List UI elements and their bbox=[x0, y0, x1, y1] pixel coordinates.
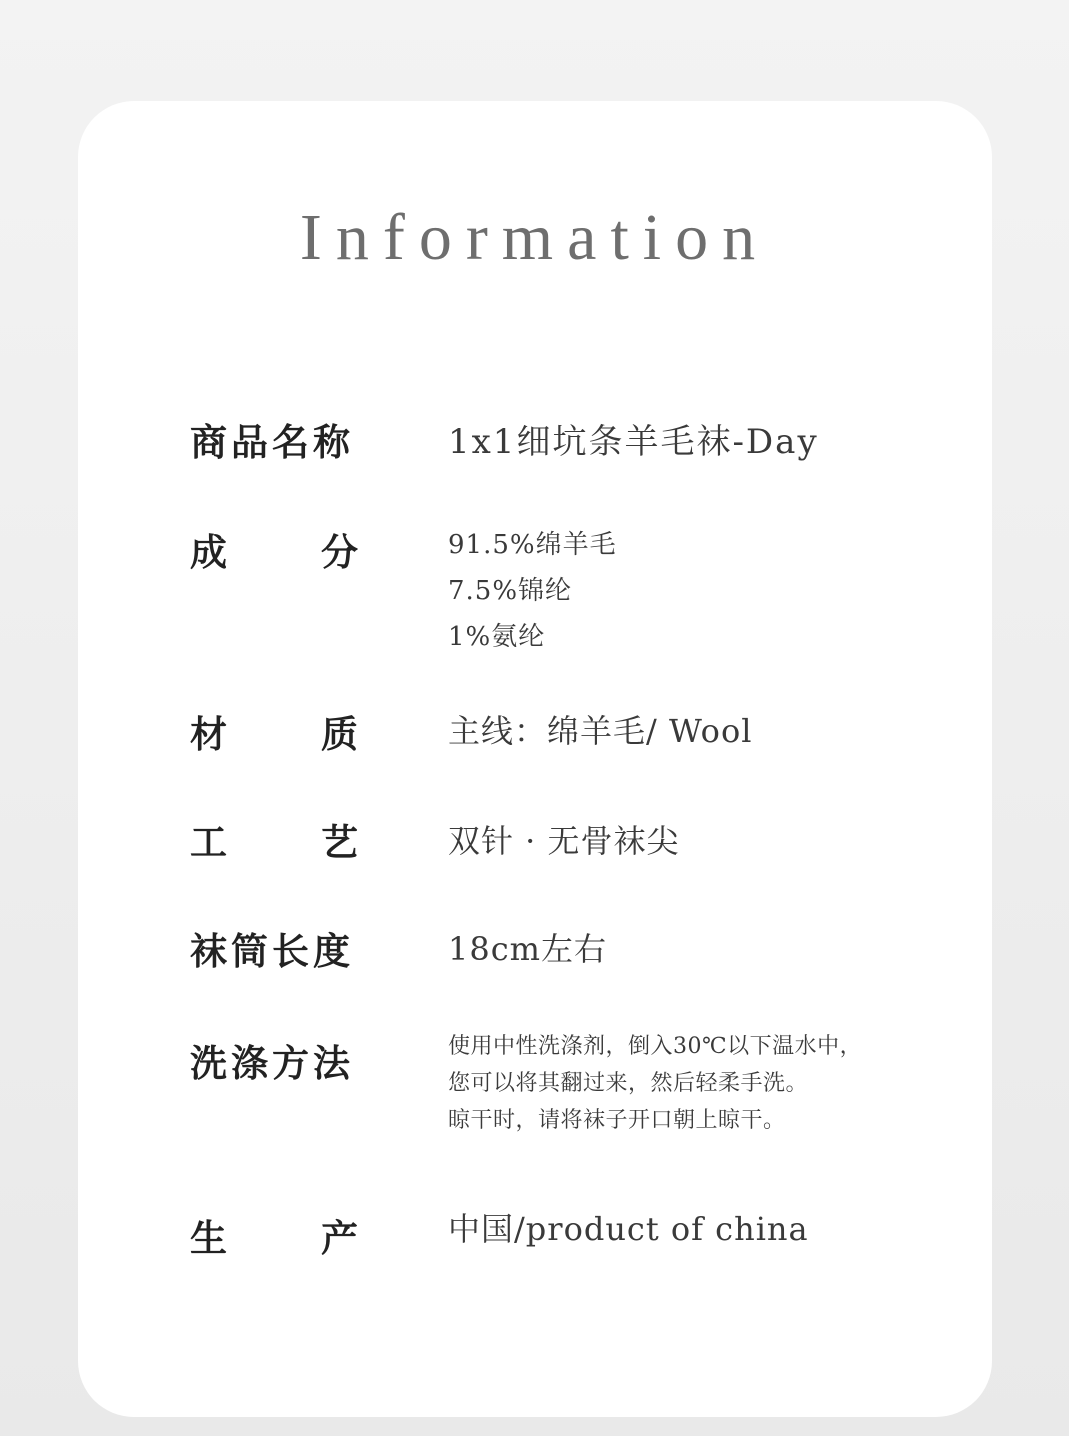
composition-line: 91.5%绵羊毛 bbox=[448, 530, 617, 560]
label-material: 材 质 bbox=[190, 712, 358, 756]
value-composition bbox=[448, 522, 617, 660]
label-craft: 工 艺 bbox=[190, 820, 358, 864]
value-tube-length: 18cm左右 bbox=[448, 930, 607, 968]
label-text: 商品名称 bbox=[190, 420, 354, 464]
composition-line: 1%氨纶 bbox=[448, 622, 546, 652]
value-craft: 双针 · 无骨袜尖 bbox=[448, 822, 680, 860]
value-origin: 中国/product of china bbox=[448, 1210, 809, 1248]
composition-line: 7.5%锦纶 bbox=[448, 576, 573, 606]
label-washing-method: 洗涤方法 bbox=[190, 1041, 354, 1085]
value-material: 主线：绵羊毛/ Wool bbox=[448, 712, 753, 750]
washing-line: 使用中性洗涤剂，倒入30℃以下温水中， bbox=[448, 1034, 863, 1059]
label-composition: 成 分 bbox=[190, 530, 358, 574]
label-tube-length: 袜筒长度 bbox=[190, 929, 354, 973]
washing-line: 您可以将其翻过来，然后轻柔手洗。 bbox=[448, 1071, 809, 1096]
washing-line: 晾干时，请将袜子开口朝上晾干。 bbox=[448, 1108, 786, 1133]
value-washing-method bbox=[448, 1028, 862, 1139]
value-product-name: 1x1细坑条羊毛袜-Day bbox=[448, 422, 819, 462]
label-origin: 生 产 bbox=[190, 1216, 358, 1260]
label-product-name bbox=[190, 412, 358, 466]
page-title: Information bbox=[299, 201, 770, 274]
